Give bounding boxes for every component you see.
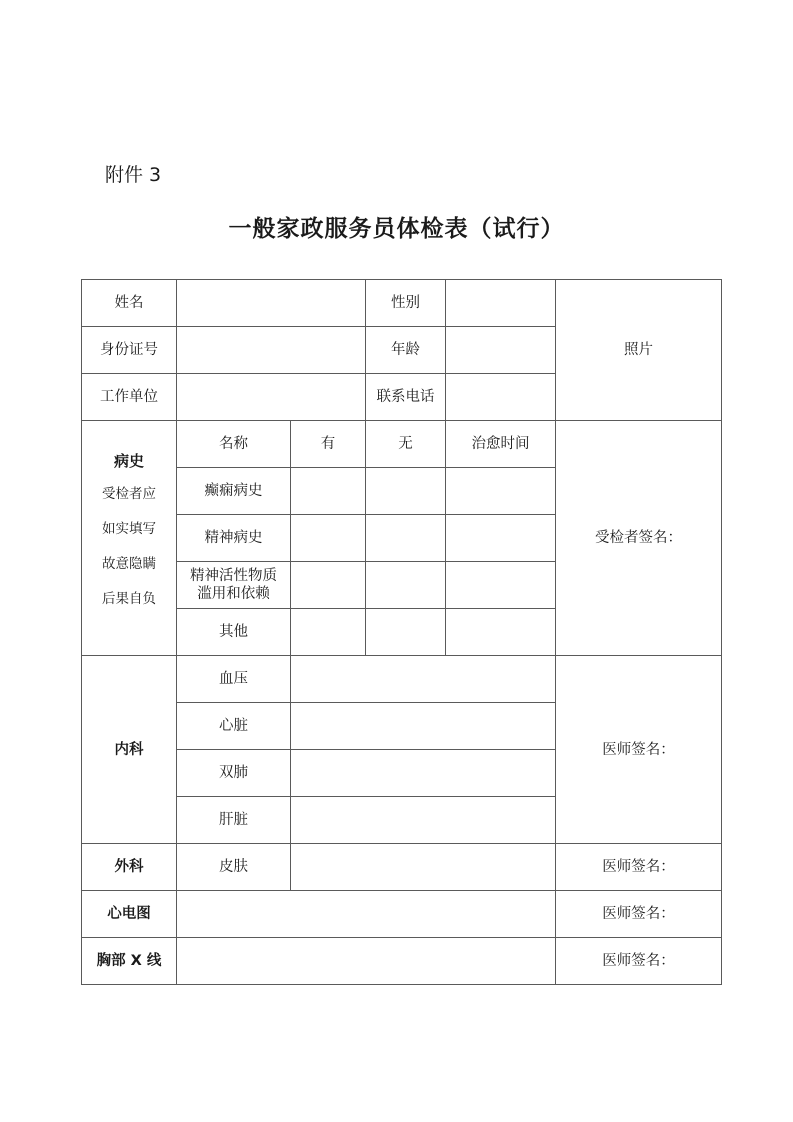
chest-xray-row [82, 938, 722, 985]
other-yes-cell[interactable] [291, 609, 366, 656]
photo-box[interactable] [556, 280, 722, 421]
history-item-epilepsy: 癫痫病史 [177, 468, 291, 515]
workplace-field[interactable] [177, 374, 366, 421]
history-item-substance-line2: 滥用和依赖 [197, 586, 270, 602]
internal-item-liver: 肝脏 [177, 797, 291, 844]
surgery-signature-label: 医师签名： [602, 859, 675, 875]
age-label: 年龄 [366, 327, 446, 374]
name-field[interactable] [177, 280, 366, 327]
history-item-substance-line1: 精神活性物质 [190, 568, 277, 584]
skin-result[interactable] [291, 844, 556, 891]
surgery-section-label: 外科 [82, 844, 177, 891]
physical-exam-form [81, 279, 722, 985]
internal-signature-label: 医师签名： [602, 741, 675, 758]
column-header-no: 无 [366, 421, 446, 468]
history-item-substance [177, 562, 291, 609]
history-section-label [82, 421, 177, 656]
row-name [82, 280, 722, 327]
ecg-result[interactable] [177, 891, 556, 938]
blood-pressure-result[interactable] [291, 656, 556, 703]
other-no-cell[interactable] [366, 609, 446, 656]
examinee-signature-box[interactable] [556, 421, 722, 656]
ecg-section-label: 心电图 [82, 891, 177, 938]
column-header-name: 名称 [177, 421, 291, 468]
internal-section-label: 内科 [82, 656, 177, 844]
substance-cure-time-cell[interactable] [446, 562, 556, 609]
internal-item-blood-pressure: 血压 [177, 656, 291, 703]
chest-xray-signature-box[interactable] [556, 938, 722, 985]
column-header-yes: 有 [291, 421, 366, 468]
epilepsy-cure-time-cell[interactable] [446, 468, 556, 515]
workplace-label: 工作单位 [82, 374, 177, 421]
ecg-row [82, 891, 722, 938]
chest-xray-section-label: 胸部 X 线 [82, 938, 177, 985]
epilepsy-no-cell[interactable] [366, 468, 446, 515]
form-title: 一般家政服务员体检表（试行） [228, 216, 565, 242]
age-field[interactable] [446, 327, 556, 374]
phone-label: 联系电话 [366, 374, 446, 421]
gender-label: 性别 [366, 280, 446, 327]
photo-label: 照片 [624, 342, 653, 358]
ecg-signature-box[interactable] [556, 891, 722, 938]
gender-field[interactable] [446, 280, 556, 327]
id-field[interactable] [177, 327, 366, 374]
history-notice-line: 受检者应 [102, 485, 156, 502]
liver-result[interactable] [291, 797, 556, 844]
name-label: 姓名 [82, 280, 177, 327]
epilepsy-yes-cell[interactable] [291, 468, 366, 515]
attachment-label: 附件 3 [105, 164, 162, 186]
history-notice-line: 故意隐瞒 [102, 555, 156, 572]
mental-yes-cell[interactable] [291, 515, 366, 562]
substance-no-cell[interactable] [366, 562, 446, 609]
lungs-result[interactable] [291, 750, 556, 797]
examinee-signature-label: 受检者签名： [595, 530, 682, 546]
mental-no-cell[interactable] [366, 515, 446, 562]
heart-result[interactable] [291, 703, 556, 750]
chest-xray-result[interactable] [177, 938, 556, 985]
internal-signature-box[interactable] [556, 656, 722, 844]
mental-cure-time-cell[interactable] [446, 515, 556, 562]
column-header-cure-time: 治愈时间 [446, 421, 556, 468]
history-item-mental: 精神病史 [177, 515, 291, 562]
substance-yes-cell[interactable] [291, 562, 366, 609]
internal-row-blood-pressure [82, 656, 722, 703]
chest-xray-signature-label: 医师签名： [602, 953, 675, 969]
phone-field[interactable] [446, 374, 556, 421]
surgery-item-skin: 皮肤 [177, 844, 291, 891]
surgery-signature-box[interactable] [556, 844, 722, 891]
history-notice-line: 后果自负 [102, 590, 156, 607]
surgery-row [82, 844, 722, 891]
internal-item-heart: 心脏 [177, 703, 291, 750]
internal-item-lungs: 双肺 [177, 750, 291, 797]
history-title: 病史 [113, 451, 144, 470]
id-label: 身份证号 [82, 327, 177, 374]
history-notice-line: 如实填写 [102, 520, 156, 537]
other-cure-time-cell[interactable] [446, 609, 556, 656]
history-item-other: 其他 [177, 609, 291, 656]
history-header-row [82, 421, 722, 468]
ecg-signature-label: 医师签名： [602, 906, 675, 922]
